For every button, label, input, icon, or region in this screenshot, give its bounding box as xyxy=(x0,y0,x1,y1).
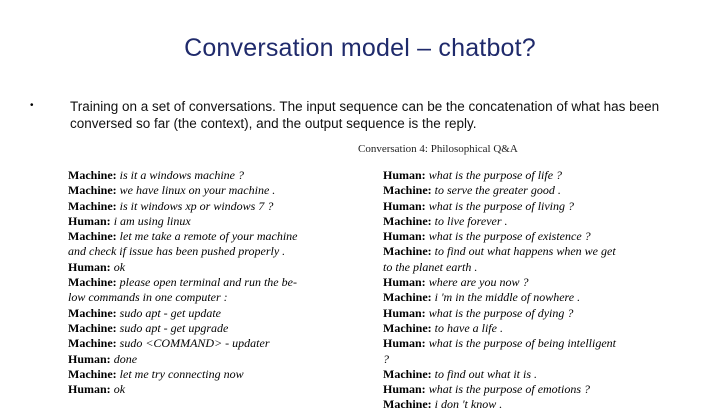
utterance-text: low commands in one computer : xyxy=(68,290,228,305)
utterance-text: to find out what happens when we get xyxy=(434,244,616,259)
speaker-label: Machine: xyxy=(383,244,432,259)
speaker-label: Machine: xyxy=(68,168,117,182)
speaker-label: Machine: xyxy=(68,336,117,351)
conversation-line xyxy=(383,199,653,214)
conversation-caption: Conversation 4: Philosophical Q&A xyxy=(358,143,518,155)
utterance-text: i 'm in the middle of nowhere . xyxy=(434,290,581,305)
utterance-text: to find out what it is . xyxy=(434,366,538,381)
utterance-text: sudo apt - get upgrade xyxy=(119,320,229,335)
conversation-line xyxy=(68,229,338,244)
utterance-text: sudo apt - get update xyxy=(119,305,221,320)
utterance-text: ? xyxy=(383,351,389,366)
conversation-line xyxy=(68,367,338,382)
conversation-line xyxy=(383,168,653,183)
utterance-text: ok xyxy=(113,382,126,397)
utterance-text: is it windows xp or windows 7 ? xyxy=(119,198,274,213)
speaker-label: Machine: xyxy=(383,397,432,412)
speaker-label: Human: xyxy=(383,168,426,182)
speaker-label: Human: xyxy=(68,213,111,228)
utterance-text: what is the purpose of existence ? xyxy=(428,229,591,244)
conversation-line xyxy=(383,352,653,367)
conversation-line xyxy=(383,336,653,351)
conversation-line xyxy=(68,321,338,336)
conversation-line xyxy=(383,260,653,275)
utterance-text: done xyxy=(113,351,138,366)
utterance-text: to live forever . xyxy=(434,213,508,228)
bullet-text: Training on a set of conversations. The input sequence can be the concatenation of what has been conversed so far (the context), and the output sequence is the reply. xyxy=(70,99,660,131)
speaker-label: Machine: xyxy=(68,275,117,290)
conversation-line xyxy=(68,260,338,275)
speaker-label: Human: xyxy=(383,198,426,213)
conversation-line xyxy=(383,367,653,382)
speaker-label: Machine: xyxy=(68,366,117,381)
conversation-line xyxy=(383,290,653,305)
utterance-text: let me try connecting now xyxy=(119,366,244,381)
utterance-text: to the planet earth . xyxy=(383,259,478,274)
conversation-line xyxy=(383,229,653,244)
conversation-line xyxy=(68,382,338,397)
speaker-label: Human: xyxy=(383,229,426,244)
utterance-text: we have linux on your machine . xyxy=(119,183,276,198)
conversation-line xyxy=(383,397,653,412)
speaker-label: Human: xyxy=(68,259,111,274)
speaker-label: Machine: xyxy=(68,229,117,244)
utterance-text: where are you now ? xyxy=(428,275,529,290)
conversation-line xyxy=(68,214,338,229)
utterance-text: let me take a remote of your machine xyxy=(119,229,298,244)
speaker-label: Machine: xyxy=(383,320,432,335)
utterance-text: what is the purpose of dying ? xyxy=(428,305,574,320)
utterance-text: to have a life . xyxy=(434,320,503,335)
speaker-label: Human: xyxy=(383,382,426,397)
speaker-label: Machine: xyxy=(383,183,432,198)
utterance-text: is it a windows machine ? xyxy=(119,168,244,182)
utterance-text: to serve the greater good . xyxy=(434,183,561,198)
conversation-line xyxy=(383,244,653,259)
conversation-line xyxy=(68,275,338,290)
speaker-label: Machine: xyxy=(383,290,432,305)
speaker-label: Human: xyxy=(383,305,426,320)
conversation-line xyxy=(68,306,338,321)
utterance-text: i don 't know . xyxy=(434,397,503,412)
speaker-label: Human: xyxy=(68,351,111,366)
speaker-label: Machine: xyxy=(383,213,432,228)
speaker-label: Human: xyxy=(68,382,111,397)
utterance-text: sudo <COMMAND> - updater xyxy=(119,336,270,351)
speaker-label: Machine: xyxy=(68,320,117,335)
speaker-label: Machine: xyxy=(383,366,432,381)
bullet-symbol: • xyxy=(30,100,34,111)
speaker-label: Machine: xyxy=(68,305,117,320)
conversation-line xyxy=(383,214,653,229)
speaker-label: Machine: xyxy=(68,183,117,198)
utterance-text: ok xyxy=(113,259,126,274)
conversation-line xyxy=(68,168,338,183)
conversation-line xyxy=(68,352,338,367)
slide-title: Conversation model – chatbot? xyxy=(184,34,536,62)
conversation-line xyxy=(383,275,653,290)
utterance-text: what is the purpose of emotions ? xyxy=(428,382,591,397)
conversation-line xyxy=(68,183,338,198)
conversation-line xyxy=(383,382,653,397)
conversation-right xyxy=(383,168,653,413)
conversation-line xyxy=(383,321,653,336)
utterance-text: i am using linux xyxy=(113,213,191,228)
speaker-label: Human: xyxy=(383,336,426,351)
conversation-line xyxy=(68,199,338,214)
utterance-text: what is the purpose of being intelligent xyxy=(428,336,617,351)
conversation-line xyxy=(68,336,338,351)
utterance-text: what is the purpose of life ? xyxy=(428,168,563,182)
utterance-text: and check if issue has been pushed properly . xyxy=(68,244,286,259)
utterance-text: what is the purpose of living ? xyxy=(428,198,575,213)
conversation-left xyxy=(68,168,338,397)
conversation-line xyxy=(383,183,653,198)
conversation-line xyxy=(383,306,653,321)
conversation-line xyxy=(68,290,338,305)
speaker-label: Machine: xyxy=(68,198,117,213)
speaker-label: Human: xyxy=(383,275,426,290)
conversation-line xyxy=(68,244,338,259)
utterance-text: please open terminal and run the be- xyxy=(119,275,297,290)
